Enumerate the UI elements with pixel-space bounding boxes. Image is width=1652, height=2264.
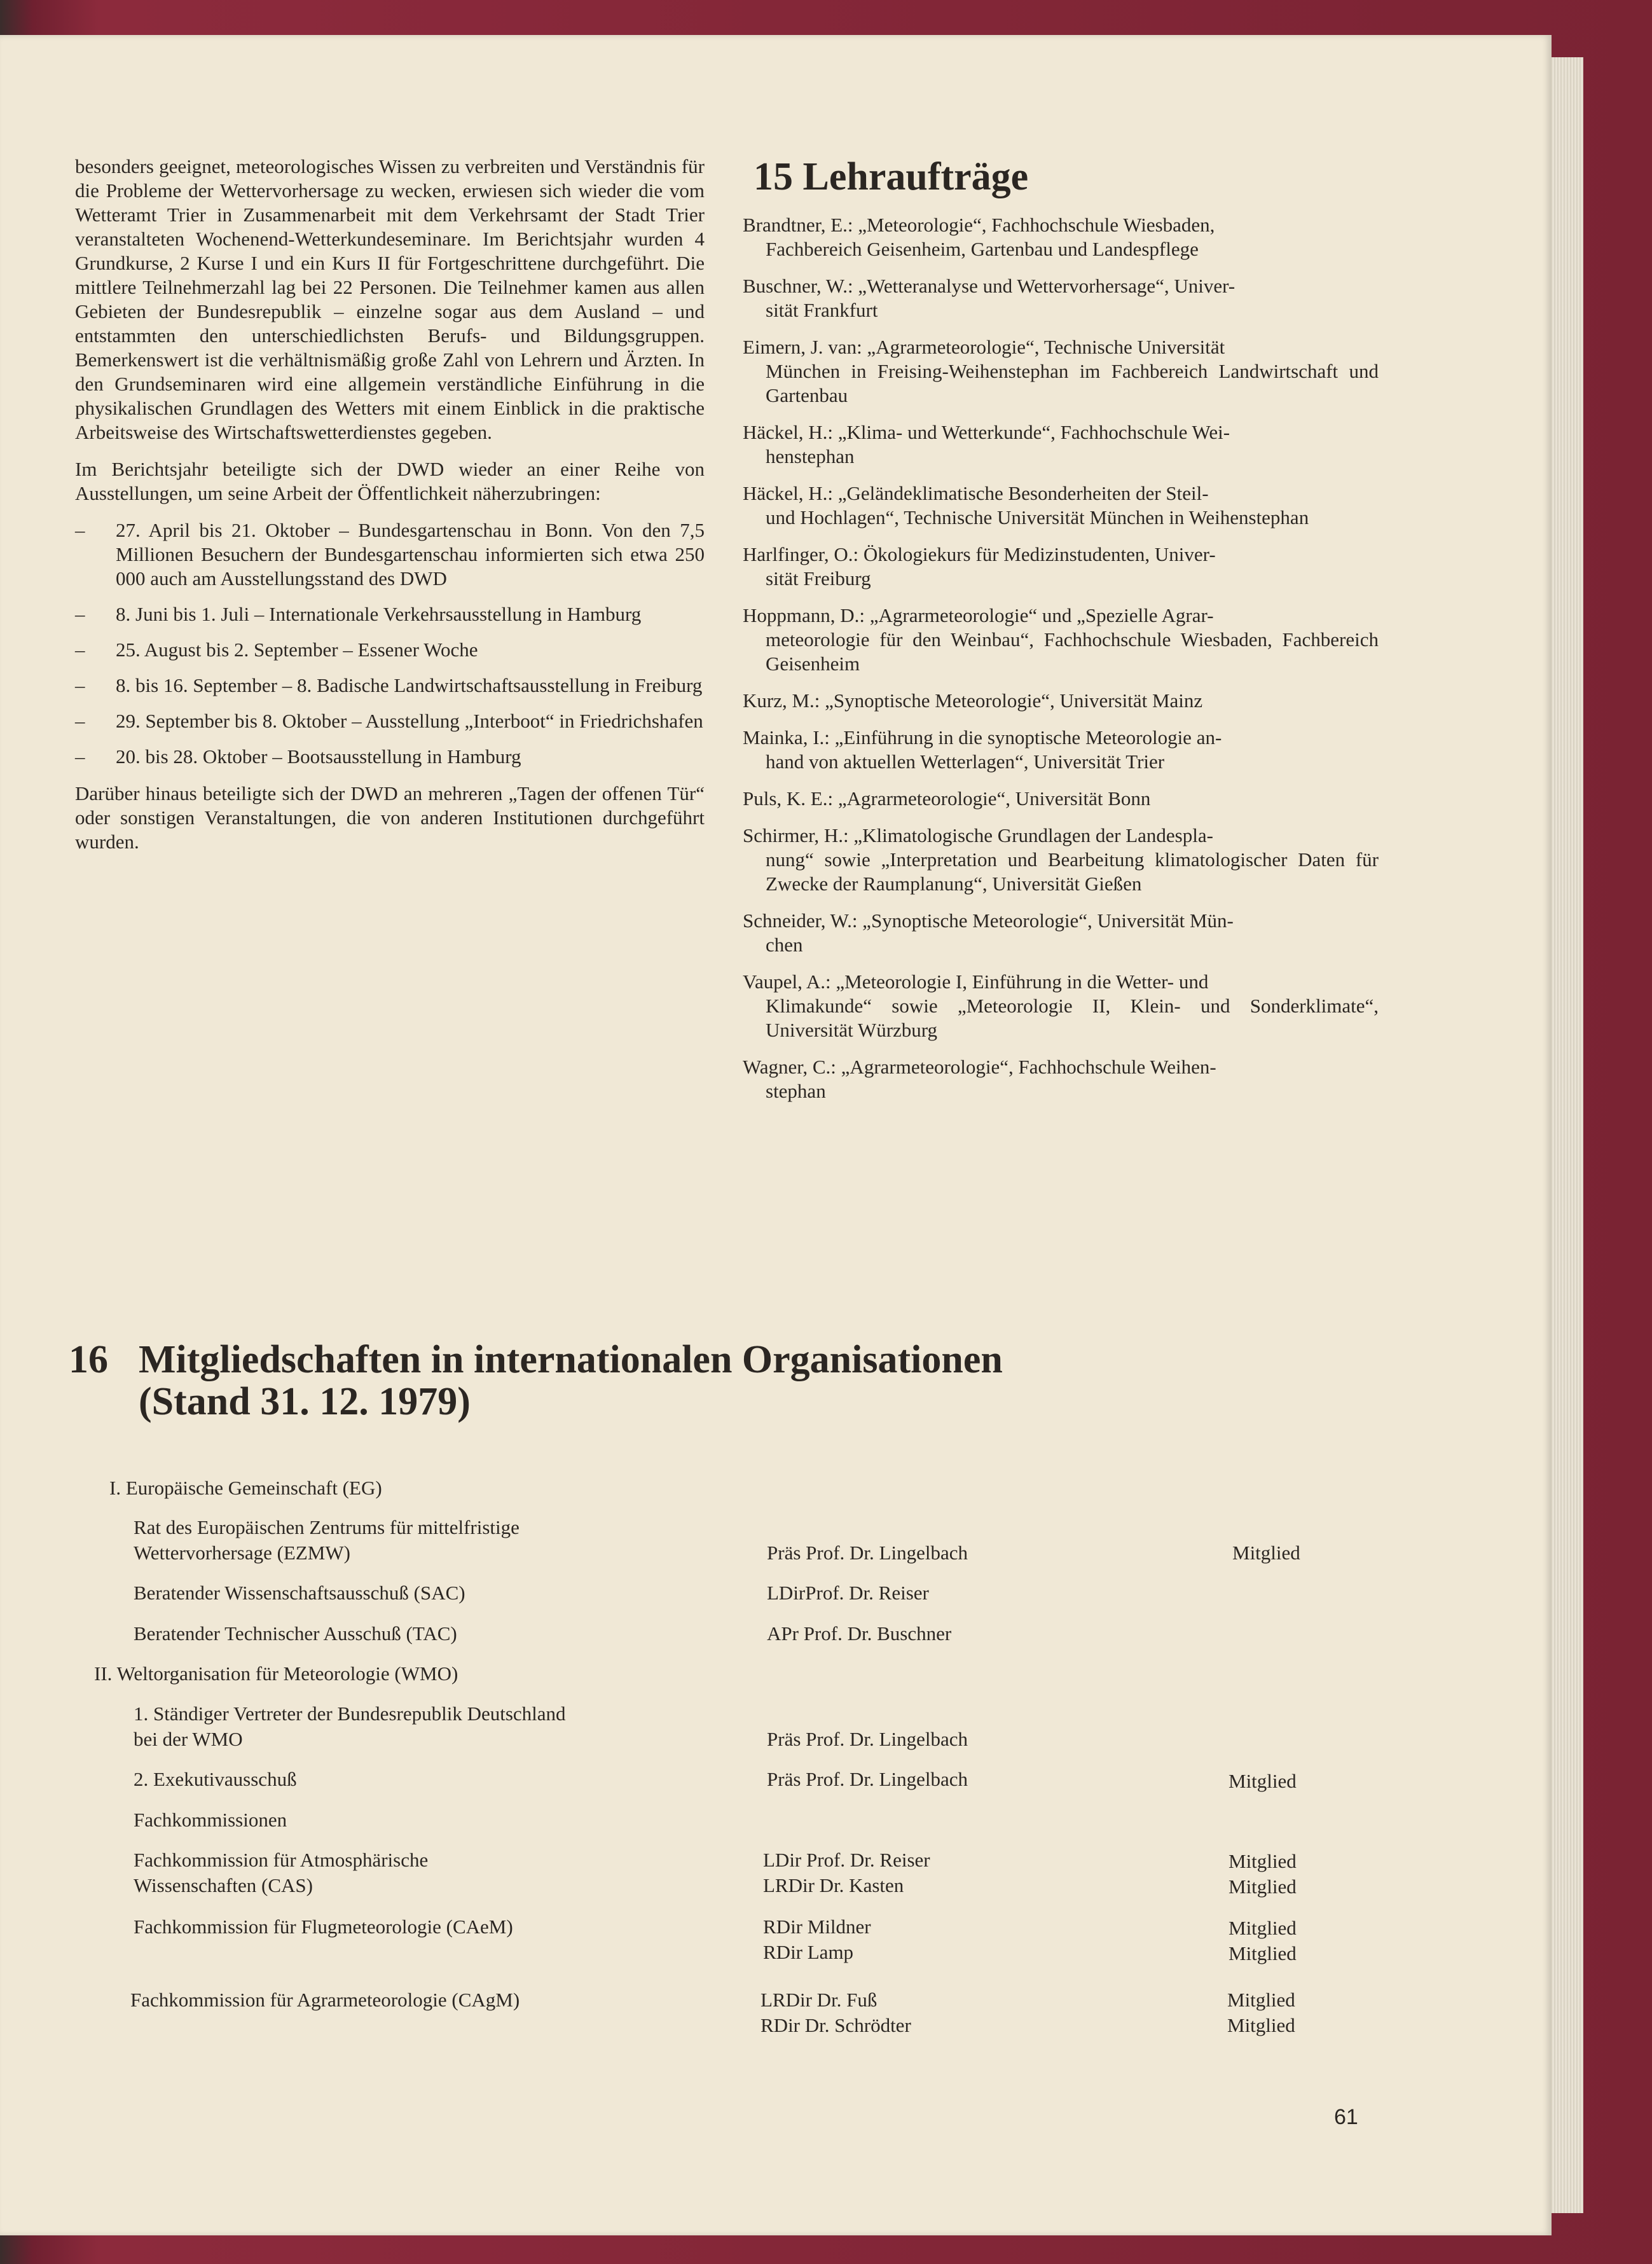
person: Präs Prof. Dr. Lingelbach [767, 1768, 968, 1790]
list-item: Schirmer, H.: „Klimatologische Grundlagen der Landespla- nung“ sowie „Interpretation und Bearbeitung klimatologischer Daten für Zwecke der Raumplanung“, Universität Gießen [743, 824, 1379, 895]
org-permanent-rep: 1. Ständiger Vertreter der Bundesrepublik Deutschland bei der WMO [134, 1702, 566, 1750]
person: RDir Mildner RDir Lamp [763, 1915, 871, 1963]
org-commissions: Fachkommissionen [134, 1809, 287, 1831]
role: Mitglied Mitglied [1229, 1850, 1297, 1898]
list-item: – 25. August bis 2. September – Essener Woche [75, 638, 478, 661]
list-item: Häckel, H.: „Geländeklimatische Besonderheiten der Steil- und Hochlagen“, Technische Universität München in Weihenstephan [743, 482, 1309, 528]
org-wmo: II. Weltorganisation für Meteorologie (WMO) [94, 1662, 458, 1685]
role: Mitglied Mitglied [1227, 1989, 1295, 2036]
org-ezmw: Rat des Europäischen Zentrums für mittelfristige Wettervorhersage (EZMW) [134, 1516, 520, 1564]
page-number: 61 [1334, 2105, 1358, 2129]
list-item: – 27. April bis 21. Oktober – Bundesgartenschau in Bonn. Von den 7,5 Millionen Besuchern der Bundesgartenschau informierten sich etwa 250 000 auch am Ausstellungsstand des DWD [75, 519, 705, 590]
list-item: – 29. September bis 8. Oktober – Ausstellung „Interboot“ in Friedrichshafen [75, 710, 703, 732]
role: Mitglied [1232, 1542, 1300, 1564]
person: LRDir Dr. Fuß RDir Dr. Schrödter [761, 1989, 911, 2036]
org-cas: Fachkommission für Atmosphärische Wissenschaften (CAS) [134, 1849, 429, 1896]
person: LDir Prof. Dr. Reiser LRDir Dr. Kasten [763, 1849, 930, 1896]
list-item: Eimern, J. van: „Agrarmeteorologie“, Technische Universität München in Freising-Weihenstephan im Fachbereich Landwirtschaft und Gartenbau [743, 336, 1379, 406]
section-15-heading: 15 Lehraufträge [754, 155, 1029, 198]
list-item: Harlfinger, O.: Ökologiekurs für Medizinstudenten, Univer- sität Freiburg [743, 543, 1216, 590]
list-item: Vaupel, A.: „Meteorologie I, Einführung in die Wetter- und Klimakunde“ sowie „Meteorologie II, Klein- und Sonderklimate“, Universität Würzburg [743, 970, 1379, 1041]
document-page [0, 35, 1552, 2235]
list-item: Mainka, I.: „Einführung in die synoptische Meteorologie an- hand von aktuellen Wetterlagen“, Universität Trier [743, 726, 1222, 773]
section-16-heading: 16 Mitgliedschaften in internationalen Organisationen (Stand 31. 12. 1979) [69, 1338, 1003, 1423]
list-item: Puls, K. E.: „Agrarmeteorologie“, Universität Bonn [743, 787, 1151, 810]
org-sac: Beratender Wissenschaftsausschuß (SAC) [134, 1582, 465, 1604]
role: Mitglied [1229, 1770, 1297, 1792]
org-caem: Fachkommission für Flugmeteorologie (CAeM) [134, 1915, 513, 1938]
list-item: Schneider, W.: „Synoptische Meteorologie“, Universität Mün- chen [743, 909, 1234, 956]
role: Mitglied Mitglied [1229, 1917, 1297, 1964]
list-item: Hoppmann, D.: „Agrarmeteorologie“ und „Spezielle Agrar- meteorologie für den Weinbau“, Fachhochschule Wiesbaden, Fachbereich Geisenheim [743, 604, 1379, 675]
org-executive: 2. Exekutivausschuß [134, 1768, 297, 1790]
list-item: – 8. Juni bis 1. Juli – Internationale Verkehrsausstellung in Hamburg [75, 603, 642, 625]
page-edges [1552, 57, 1583, 2213]
membership-table [0, 35, 1552, 2235]
paragraph-exhibitions-intro: Im Berichtsjahr beteiligte sich der DWD wieder an einer Reihe von Ausstellungen, um seine Arbeit der Öffentlichkeit näherzubringen: [75, 458, 705, 504]
paragraph-open-days: Darüber hinaus beteiligte sich der DWD an mehreren „Tagen der offenen Tür“ oder sonstigen Veranstaltungen, die von anderen Institutionen durchgeführt wurden. [75, 782, 705, 853]
person: Präs Prof. Dr. Lingelbach [767, 1542, 968, 1564]
person: Präs Prof. Dr. Lingelbach [767, 1728, 968, 1750]
org-eg: I. Europäische Gemeinschaft (EG) [109, 1477, 382, 1499]
list-item: – 8. bis 16. September – 8. Badische Landwirtschaftsausstellung in Freiburg [75, 674, 703, 696]
org-tac: Beratender Technischer Ausschuß (TAC) [134, 1622, 457, 1645]
paragraph-seminars: besonders geeignet, meteorologisches Wissen zu verbreiten und Verständnis für die Probleme der Wettervorhersage zu wecken, erwiesen sich wieder die vom Wetteramt Trier in Zusammenarbeit mit dem Verkehrsamt der Stadt Trier veranstalteten Wochenend-Wetterkundeseminare. Im Berichtsjahr wurden 4 Grundkurse, 2 Kurse I und ein Kurs II für Fortgeschrittene durchgeführt. Die mittlere Teilnehmerzahl lag bei 22 Personen. Die Teilnehmer kamen aus allen Gebieten der Bundesrepublik – einzelne sogar aus dem Ausland – und entstammten den unterschiedlichsten Berufs- und Bildungsgruppen. Bemerkenswert ist die verhältnismäßig große Zahl von Lehrern und Ärzten. In den Grundseminaren wird eine allgemein verständliche Einführung in die physikalischen Grundlagen des Wetters mit einem Einblick in die praktische Arbeitsweise des Wirtschaftswetterdienstes gegeben. [75, 155, 705, 443]
person: APr Prof. Dr. Buschner [767, 1622, 952, 1645]
list-item: Häckel, H.: „Klima- und Wetterkunde“, Fachhochschule Wei- henstephan [743, 421, 1230, 467]
list-item: Brandtner, E.: „Meteorologie“, Fachhochschule Wiesbaden, Fachbereich Geisenheim, Gartenbau und Landespflege [743, 214, 1215, 260]
person: LDirProf. Dr. Reiser [767, 1582, 929, 1604]
list-item: Kurz, M.: „Synoptische Meteorologie“, Universität Mainz [743, 689, 1203, 712]
list-item: Buschner, W.: „Wetteranalyse und Wettervorhersage“, Univer- sität Frankfurt [743, 275, 1236, 321]
list-item: Wagner, C.: „Agrarmeteorologie“, Fachhochschule Weihen- stephan [743, 1056, 1216, 1102]
list-item: – 20. bis 28. Oktober – Bootsausstellung in Hamburg [75, 745, 521, 768]
org-cagm: Fachkommission für Agrarmeteorologie (CAgM) [130, 1989, 520, 2011]
